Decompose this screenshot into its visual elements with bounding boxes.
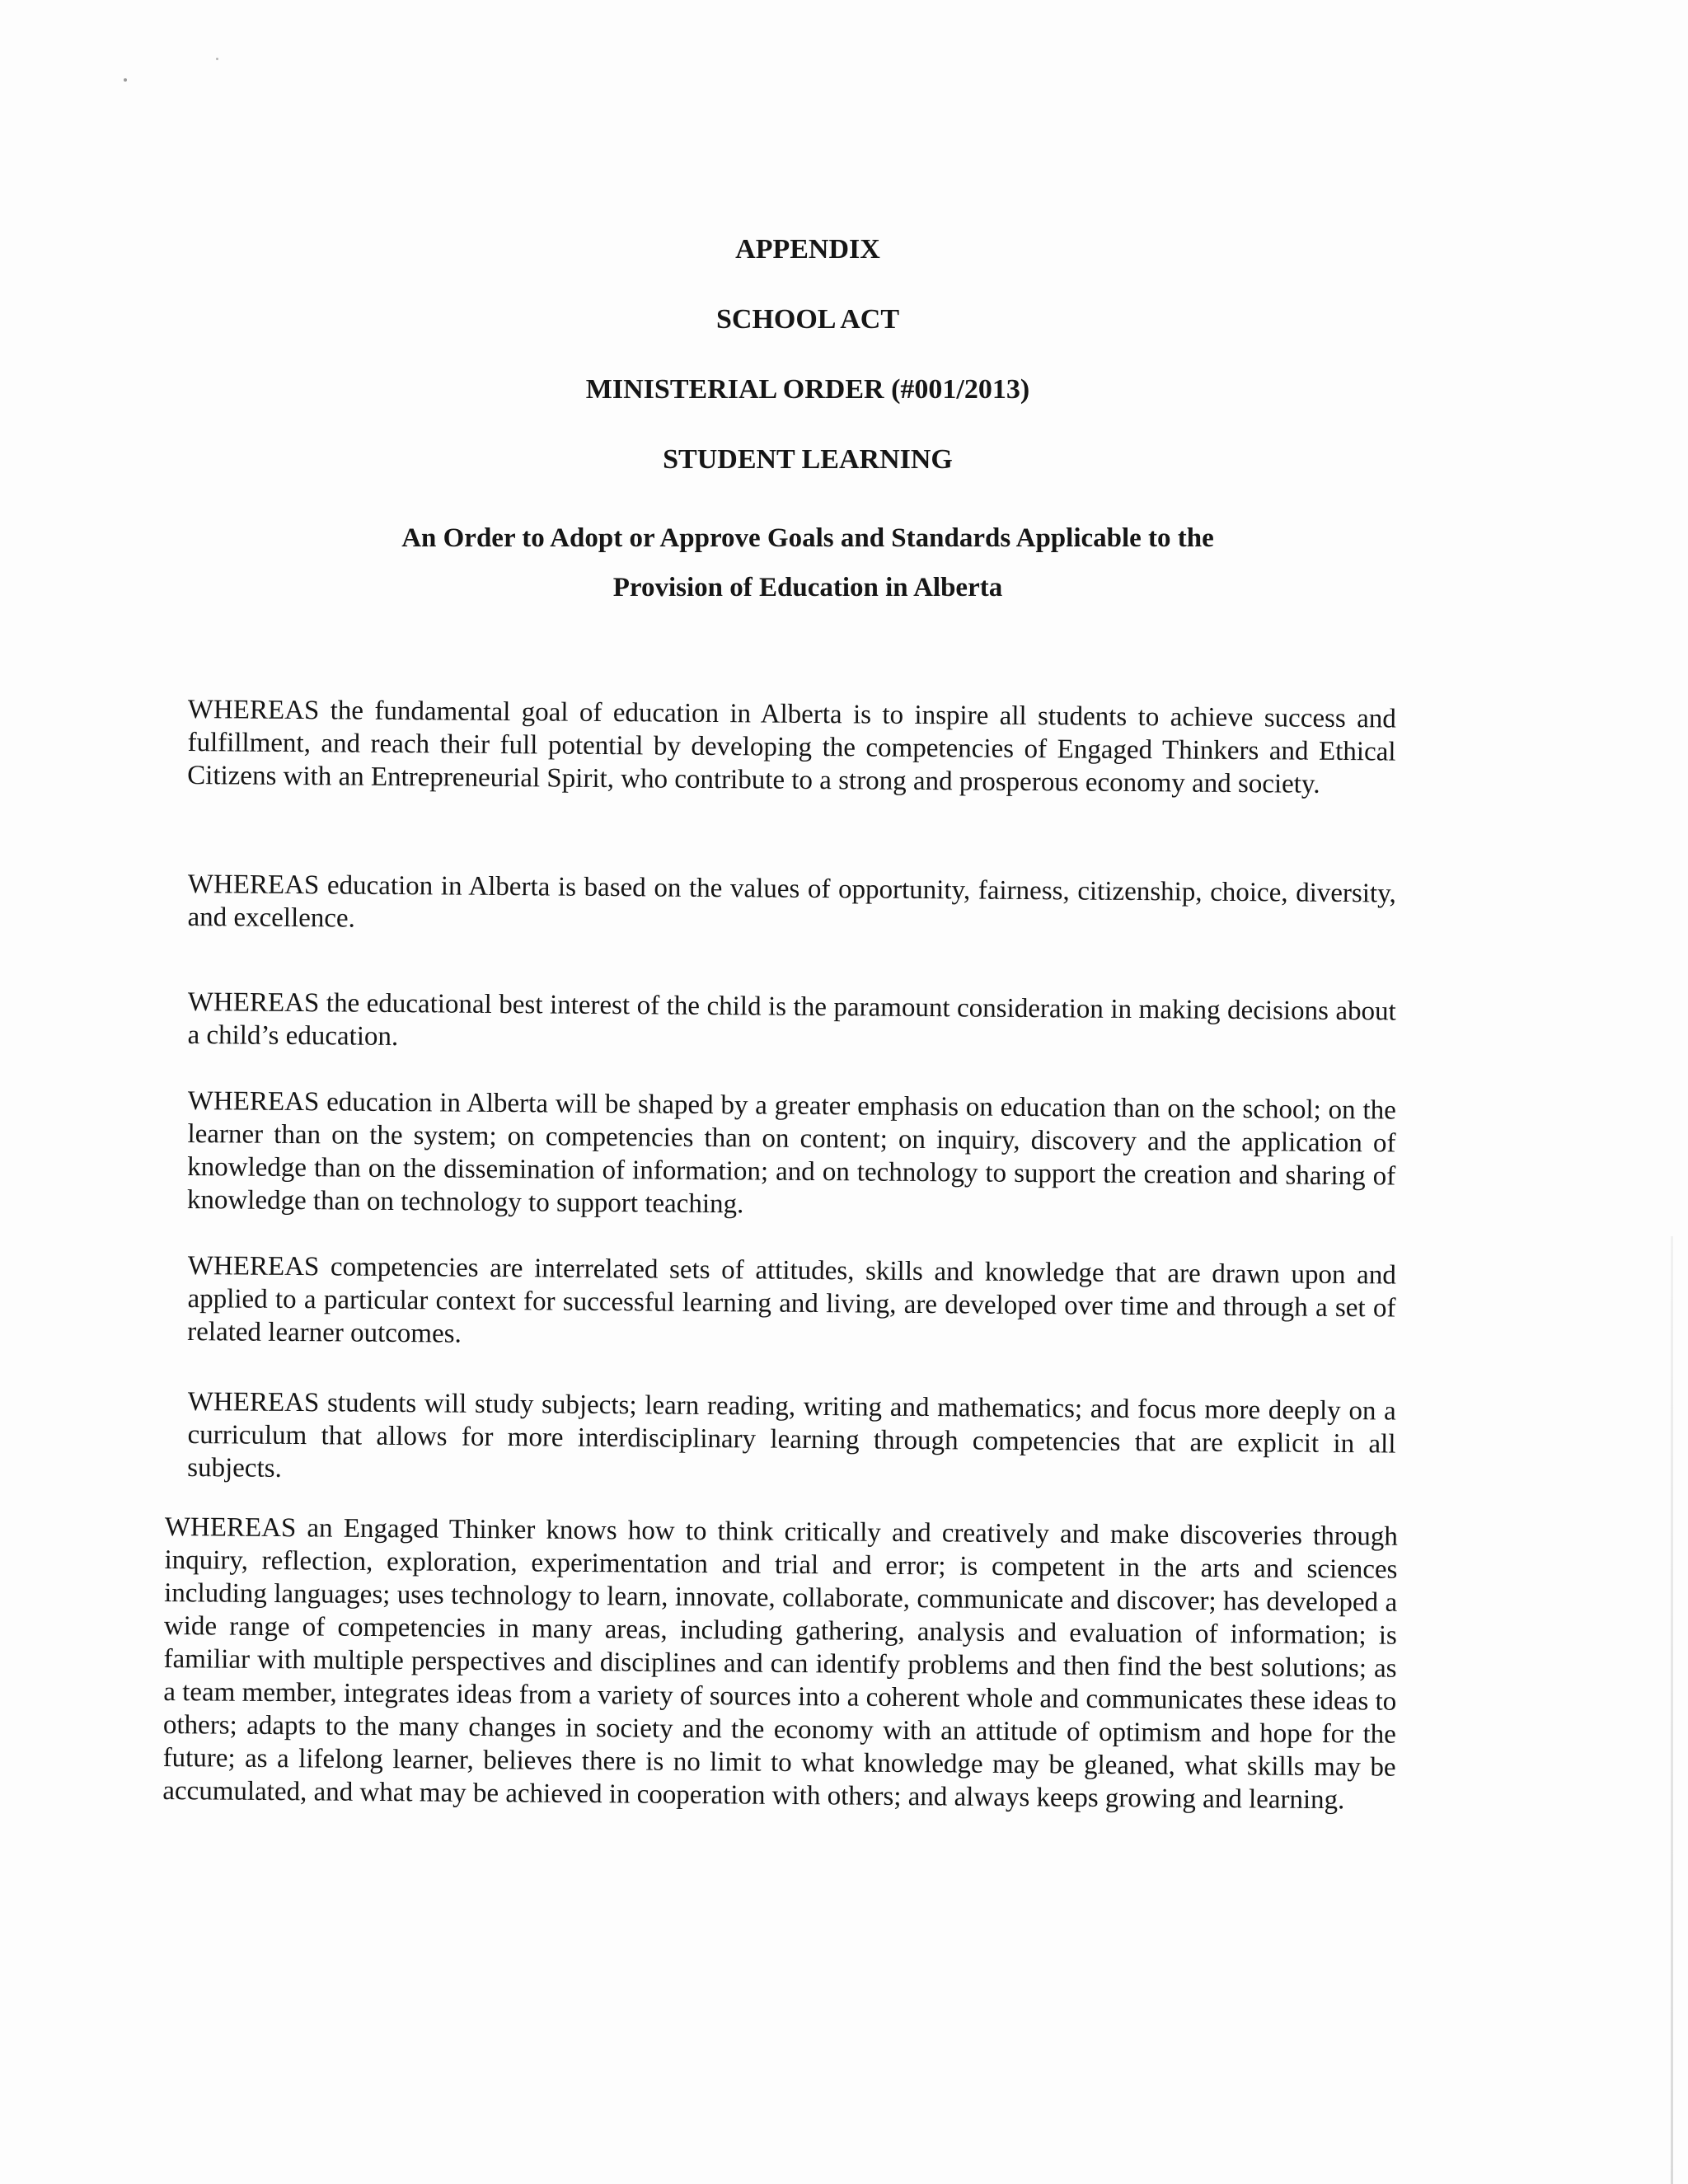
whereas-paragraph-7: WHEREAS an Engaged Thinker knows how to think critically and creatively and make discoveries through inquiry, reflection, exploration, experimentation and trial and error; is competent in the arts and sciences including languages; uses technology to learn, innovate, collaborate, communicate and discover; has developed a wide range of competencies in many areas, including gathering, analysis and evaluation of information; is familiar with multiple perspectives and disciplines and can identify problems and then find the best solutions; as a team member, integrates ideas from a variety of sources into a coherent whole and communicates these ideas to others; adapts to the many changes in society and the economy with an attitude of optimism and hope for the future; as a lifelong learner, believes there is no limit to what knowledge may be gleaned, what skills may be accumulated, and what may be achieved in cooperation with others; and always keeps growing and learning. <box>162 1511 1398 1816</box>
scan-edge-shadow <box>1671 1236 1673 2184</box>
appendix-heading: APPENDIX <box>735 234 880 265</box>
whereas-paragraph-2: WHEREAS education in Alberta is based on the values of opportunity, fairness, citizenship, choice, diversity, and excellence. <box>187 869 1396 934</box>
act-heading: SCHOOL ACT <box>715 304 899 335</box>
scan-speck <box>216 58 218 60</box>
document-title: STUDENT LEARNING <box>663 444 953 475</box>
whereas-paragraph-4: WHEREAS education in Alberta will be shaped by a greater emphasis on education than on the school; on the learner than on the system; on competencies than on content; on inquiry, discovery and the application of knowledge than on the dissemination of information; and on technology to support the creation and sharing of knowledge than on technology to support teaching. <box>186 1085 1396 1220</box>
whereas-paragraph-6: WHEREAS students will study subjects; learn reading, writing and mathematics; and focus more deeply on a curriculum that allows for more interdisciplinary learning through competencies that are explicit in all subjects. <box>187 1386 1396 1483</box>
order-heading: MINISTERIAL ORDER (#001/2013) <box>585 374 1030 405</box>
whereas-paragraph-3: WHEREAS the educational best interest of the child is the paramount consideration in making decisions about a child’s education. <box>187 987 1396 1052</box>
subtitle-line-2: Provision of Education in Alberta <box>612 573 1003 602</box>
scan-speck <box>124 78 127 82</box>
whereas-paragraph-1: WHEREAS the fundamental goal of education in Alberta is to inspire all students to achieve success and fulfillment, and reach their full potential by developing the competencies of Engaged Thinkers and Ethical Citizens with an Entrepreneurial Spirit, who contribute to a strong and prosperous economy and society. <box>187 694 1396 799</box>
subtitle-line-1: An Order to Adopt or Approve Goals and Standards Applicable to the <box>401 523 1214 553</box>
whereas-paragraph-5: WHEREAS competencies are interrelated sets of attitudes, skills and knowledge that are drawn upon and applied to a particular context for successful learning and living, are developed over time and through a set of related learner outcomes. <box>187 1250 1396 1349</box>
